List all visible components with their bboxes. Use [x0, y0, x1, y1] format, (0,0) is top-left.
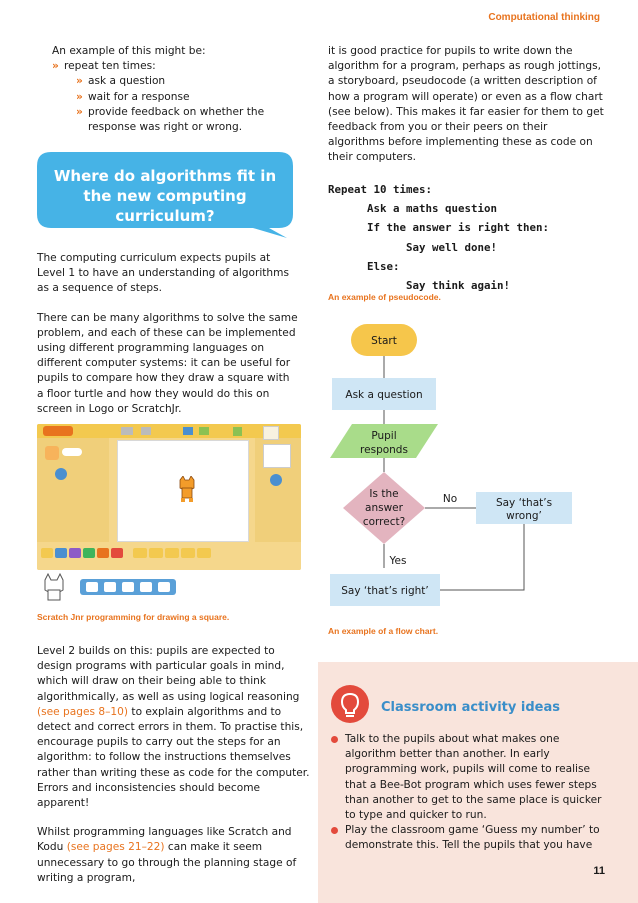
callout-bubble	[37, 152, 293, 238]
process-label: Ask a question	[345, 389, 423, 401]
yes-label: Yes	[389, 555, 407, 567]
paragraph: The computing curriculum expects pupils at Level 1 to have an understanding of algorithms as a sequence of steps.	[37, 252, 289, 295]
list-item: » wait for a response	[76, 90, 310, 105]
input-label: Pupil	[371, 430, 397, 442]
start-label: Start	[371, 335, 397, 347]
left-body	[37, 251, 299, 417]
list-item: Talk to the pupils about what makes one algorithm better than another. In early programming work, pupils will come to realise that a Bee-Bot program which uses fewer steps than another to get to the same place is quicker to type and quicker to run.	[331, 732, 606, 823]
activity-title: Classroom activity ideas	[381, 700, 560, 715]
list-item: » ask a question	[76, 74, 310, 89]
decision-label: Is the	[369, 488, 399, 500]
callout-title: Where do algorithms fit in the new computing curriculum?	[53, 167, 277, 225]
code-line: Say think again!	[328, 279, 511, 293]
paragraph-text: Whilst programming languages like Scratch and Kodu	[37, 826, 292, 854]
connector	[440, 524, 524, 590]
left-column	[37, 44, 310, 135]
flow-chart-caption: An example of a flow chart.	[328, 626, 439, 636]
decision-label: answer	[365, 502, 403, 514]
scratchjr-screenshot	[37, 424, 301, 570]
pseudocode-block	[328, 180, 549, 295]
intro-text: An example of this might be:	[52, 45, 206, 57]
no-label: No	[442, 493, 458, 505]
activity-list	[331, 732, 606, 854]
paragraph-text: to explain algorithms and to detect and correct errors in them. To practise this, encourage pupils to carry out the steps for an algorithm: to follow the instructions themselves rather than writing these as code for the computer. Errors and inconsistencies should become apparent!	[37, 705, 310, 810]
example-list	[37, 59, 310, 135]
process-label: Say ‘that’s right’	[341, 585, 429, 597]
list-item: Play the classroom game ‘Guess my number’ to demonstrate this. Tell the pupils that you have	[331, 823, 606, 853]
code-line: Else:	[328, 259, 400, 273]
screenshot-caption: Scratch Jnr programming for drawing a square.	[37, 612, 230, 622]
sub-list	[64, 74, 310, 135]
section-header: Computational thinking	[488, 12, 600, 23]
code-blocks-strip	[80, 579, 176, 595]
page-number: 11	[593, 865, 605, 877]
left-body-lower	[37, 644, 311, 886]
paragraph	[37, 825, 311, 886]
paragraph	[37, 644, 311, 811]
paragraph-text: Level 2 builds on this: pupils are expected to design programs with particular goals in mind, which will draw on their being able to think algorithmically, as well as using logical reasoning	[37, 645, 300, 703]
code-line: Ask a maths question	[328, 202, 498, 216]
paragraph: it is good practice for pupils to write down the algorithm for a program, perhaps as rough jottings, a storyboard, pseudocode (a written description of how a program will operate) or even as a flow chart (see below). This makes it far easier for them to get feedback from you or their peers on their algorithms before implementing these as code on their computers.	[328, 45, 604, 164]
cat-sprite-icon	[177, 476, 197, 502]
decision-label: correct?	[362, 516, 406, 528]
pseudocode-caption: An example of pseudocode.	[328, 292, 441, 302]
code-line: Repeat 10 times:	[328, 183, 433, 196]
process-label: Say ‘that’s	[495, 497, 553, 509]
list-item	[52, 59, 310, 135]
page-reference-link[interactable]: (see pages 21–22)	[66, 841, 165, 854]
lightbulb-icon	[330, 684, 370, 724]
right-column	[328, 44, 606, 166]
list-item: » provide feedback on whether the response was right or wrong.	[76, 105, 310, 135]
paragraph-text: can make it seem unnecessary to go through the planning stage of writing a program,	[37, 841, 297, 884]
process-label: wrong’	[506, 510, 542, 522]
code-line: Say well done!	[328, 240, 498, 254]
code-line: If the answer is right then:	[328, 221, 550, 235]
paragraph: There can be many algorithms to solve the same problem, and each of these can be implemented using different programming languages on different computer systems: it can be useful for pupils to compare how they draw a square with a floor turtle and how they would do this on screen in Logo or ScratchJr.	[37, 311, 298, 415]
page-reference-link[interactable]: (see pages 8–10)	[37, 705, 129, 718]
list-item-label: repeat ten times:	[64, 60, 156, 73]
input-label: responds	[360, 444, 408, 456]
flow-chart	[328, 306, 588, 616]
cat-outline-icon	[37, 572, 73, 604]
